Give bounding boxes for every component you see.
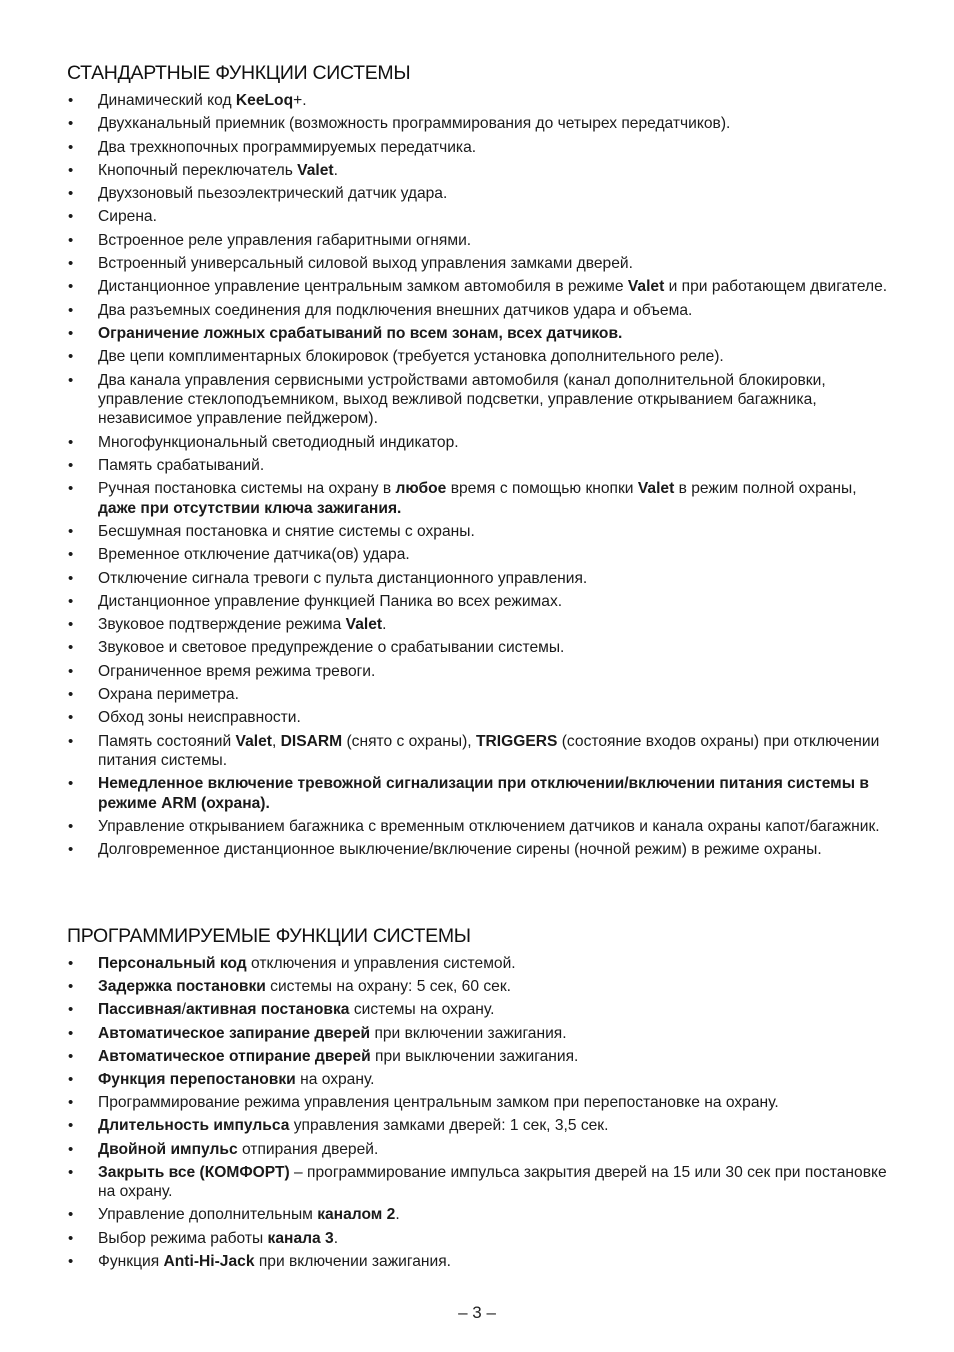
bullet-icon: • — [68, 161, 74, 179]
bold-text: Функция перепостановки — [98, 1071, 296, 1089]
item-text: Кнопочный переключатель — [98, 161, 298, 179]
bold-text: Anti-Hi-Jack — [163, 1252, 255, 1270]
bullet-icon: • — [68, 185, 74, 203]
list-item — [67, 1229, 897, 1248]
item-text: Ручная постановка системы на охрану в — [98, 480, 396, 498]
bold-text: Valet — [627, 278, 665, 296]
item-text: Управление открыванием багажника с временным отключением датчиков и канала охраны капот/багажник. — [98, 818, 880, 836]
list-item — [67, 254, 897, 273]
item-text: Звуковое подтверждение режима — [98, 616, 346, 634]
bullet-icon: • — [68, 1163, 74, 1181]
item-text: Программирование режима управления центральным замком при перепостановке на охрану. — [98, 1094, 779, 1112]
item-text: Память срабатываний. — [98, 456, 265, 474]
list-item — [67, 1093, 897, 1112]
bold-text: Двойной импульс — [98, 1140, 238, 1158]
bullet-icon: • — [68, 115, 74, 133]
list-item — [67, 638, 897, 657]
item-text: / — [181, 1001, 186, 1019]
bold-text: Valet — [297, 161, 334, 179]
bullet-icon: • — [68, 1229, 74, 1247]
bold-text: даже при отсутствии ключа зажигания. — [98, 499, 402, 517]
list-item — [67, 277, 897, 296]
item-text: Дистанционное управление функцией Паника во всех режимах. — [98, 592, 563, 610]
item-text: на охрану. — [295, 1071, 375, 1089]
bold-text: Valet — [235, 732, 272, 750]
list-item — [67, 569, 897, 588]
bullet-icon: • — [68, 818, 74, 836]
list-item — [67, 1116, 897, 1135]
list-item — [67, 1163, 897, 1202]
item-text: Две цепи комплиментарных блокировок (требуется установка дополнительного реле). — [98, 348, 724, 366]
bullet-icon: • — [68, 1024, 74, 1042]
list-item — [67, 1024, 897, 1043]
bold-text: Ограничение ложных срабатываний по всем зонам, всех датчиков. — [98, 324, 623, 342]
bullet-icon: • — [68, 324, 74, 342]
item-text: отключения и управления системой. — [246, 955, 516, 972]
bold-text: Автоматическое запирание дверей — [98, 1024, 371, 1042]
bullet-icon: • — [68, 616, 74, 634]
list-item — [67, 732, 897, 771]
bold-text: Закрыть все (КОМФОРТ) — [98, 1163, 290, 1181]
bold-text: Немедленное включение тревожной сигнализации при отключении/включении питания системы в режиме ARM (охрана). — [98, 775, 869, 812]
list-item — [67, 371, 897, 429]
list-item — [67, 1000, 897, 1019]
list-item — [67, 1140, 897, 1159]
item-text: Динамический код — [98, 92, 236, 109]
bullet-icon: • — [68, 1252, 74, 1270]
bullet-icon: • — [68, 301, 74, 319]
item-text: при выключении зажигания. — [370, 1047, 579, 1065]
bullet-icon: • — [68, 841, 74, 859]
bold-text: канала 3 — [267, 1229, 334, 1247]
list-item — [67, 708, 897, 727]
item-text: Два трехкнопочных программируемых передатчика. — [98, 138, 477, 156]
bullet-icon: • — [68, 709, 74, 727]
list-item — [67, 954, 897, 973]
item-text: отпирания дверей. — [237, 1140, 379, 1158]
item-text: . — [395, 1206, 400, 1224]
list-item — [67, 301, 897, 320]
list-item — [67, 91, 897, 110]
bullet-icon: • — [68, 978, 74, 996]
bullet-icon: • — [68, 138, 74, 156]
list-item — [67, 347, 897, 366]
item-text: системы на охрану: 5 сек, 60 сек. — [265, 978, 511, 996]
bullet-icon: • — [68, 662, 74, 680]
item-text: Охрана периметра. — [98, 686, 239, 704]
item-text: Двухзоновый пьезоэлектрический датчик удара. — [98, 185, 448, 203]
list-item — [67, 1205, 897, 1224]
list-item — [67, 456, 897, 475]
bullet-list — [67, 91, 897, 860]
programmable-functions-section — [67, 925, 897, 1275]
item-text: Временное отключение датчика(ов) удара. — [98, 546, 410, 564]
item-text: Два канала управления сервисными устройствами автомобиля (канал дополнительной блокировки, управление стеклоподъемником, выход вежливой подсветки, управление открыванием багажника, независимое управление пейджером). — [98, 371, 826, 428]
bullet-icon: • — [68, 255, 74, 273]
item-text: (состояние входов охраны) при отключении питания системы. — [98, 732, 880, 770]
list-item — [67, 231, 897, 250]
item-text: Выбор режима работы — [98, 1229, 268, 1247]
item-text: при включении зажигания. — [254, 1252, 451, 1270]
bullet-icon: • — [68, 480, 74, 498]
item-text: – программирование импульса закрытия дверей на 15 или 30 сек при постановке на охрану. — [98, 1163, 887, 1201]
list-item — [67, 324, 897, 343]
list-item — [67, 662, 897, 681]
bullet-icon: • — [68, 1094, 74, 1112]
bold-text: Персональный код — [98, 955, 247, 972]
list-item — [67, 114, 897, 133]
bullet-icon: • — [68, 686, 74, 704]
bullet-icon: • — [68, 569, 74, 587]
item-text: Встроенный универсальный силовой выход управления замками дверей. — [98, 255, 633, 273]
bullet-icon: • — [68, 639, 74, 657]
list-item — [67, 479, 897, 518]
bold-text: Пассивная — [98, 1001, 182, 1019]
list-item — [67, 977, 897, 996]
item-text: управления замками дверей: 1 сек, 3,5 сек. — [289, 1117, 609, 1135]
section-title: ПРОГРАММИРУЕМЫЕ ФУНКЦИИ СИСТЕМЫ — [67, 925, 471, 947]
bold-text: любое — [395, 480, 447, 498]
list-item — [67, 1070, 897, 1089]
bold-text: TRIGGERS — [475, 732, 558, 750]
item-text: Ограниченное время режима тревоги. — [98, 662, 376, 680]
item-text: , — [271, 732, 281, 750]
bold-text: Автоматическое отпирание дверей — [98, 1047, 371, 1065]
list-item — [67, 207, 897, 226]
list-item — [67, 840, 897, 859]
item-text: в режим полной охраны, — [674, 480, 857, 498]
item-text: при включении зажигания. — [370, 1024, 567, 1042]
item-text: Функция — [98, 1252, 164, 1270]
list-item — [67, 184, 897, 203]
standard-functions-section — [67, 62, 897, 864]
item-text: Дистанционное управление центральным замком автомобиля в режиме — [98, 278, 628, 296]
item-text: Сирена. — [98, 208, 157, 226]
bullet-icon: • — [68, 592, 74, 610]
bullet-icon: • — [68, 1001, 74, 1019]
bullet-icon: • — [68, 1117, 74, 1135]
bullet-icon: • — [68, 371, 74, 389]
item-text: Отключение сигнала тревоги с пульта дистанционного управления. — [98, 569, 588, 587]
item-text: . — [333, 1229, 339, 1247]
item-text: системы на охрану. — [349, 1001, 495, 1019]
bullet-icon: • — [68, 208, 74, 226]
item-text: . — [333, 161, 338, 179]
list-item — [67, 592, 897, 611]
item-text: Долговременное дистанционное выключение/включение сирены (ночной режим) в режиме охраны. — [98, 841, 822, 859]
bullet-icon: • — [68, 278, 74, 296]
list-item — [67, 138, 897, 157]
item-text: Двухканальный приемник (возможность программирования до четырех передатчиков). — [98, 115, 731, 133]
list-item — [67, 1252, 897, 1271]
bullet-icon: • — [68, 1140, 74, 1158]
item-text: Два разъемных соединения для подключения внешних датчиков удара и объема. — [98, 301, 693, 319]
item-text: Бесшумная постановка и снятие системы с охраны. — [98, 522, 475, 540]
item-text: и при работающем двигателе. — [664, 278, 888, 296]
bullet-icon: • — [68, 522, 74, 540]
bold-text: DISARM — [280, 732, 343, 750]
item-text: Звуковое и световое предупреждение о срабатывании системы. — [98, 639, 565, 657]
list-item — [67, 522, 897, 541]
list-item — [67, 615, 897, 634]
bold-text: Valet — [345, 616, 383, 634]
bold-text: Valet — [637, 480, 675, 498]
item-text: (снято с охраны), — [342, 732, 476, 750]
bullet-icon: • — [68, 732, 74, 750]
list-item — [67, 1047, 897, 1066]
item-text: Управление дополнительным — [98, 1206, 318, 1224]
bullet-icon: • — [68, 546, 74, 564]
bullet-icon: • — [68, 92, 74, 109]
item-text: Встроенное реле управления габаритными огнями. — [98, 231, 472, 249]
item-text: Многофункциональный светодиодный индикатор. — [98, 433, 459, 451]
section-title: СТАНДАРТНЫЕ ФУНКЦИИ СИСТЕМЫ — [67, 62, 411, 84]
item-text: время с помощью кнопки — [446, 480, 638, 498]
item-text: +. — [293, 92, 307, 109]
list-item — [67, 433, 897, 452]
page-number: – 3 – — [458, 1303, 496, 1322]
bullet-icon: • — [68, 231, 74, 249]
item-text: . — [382, 616, 387, 634]
bullet-icon: • — [68, 1071, 74, 1089]
list-item — [67, 161, 897, 180]
bullet-icon: • — [68, 1206, 74, 1224]
bold-text: каналом 2 — [317, 1206, 396, 1224]
bold-text: KeeLoq — [235, 92, 294, 109]
bullet-icon: • — [68, 456, 74, 474]
item-text: Память состояний — [98, 732, 236, 750]
list-item — [67, 817, 897, 836]
item-text: Обход зоны неисправности. — [98, 709, 301, 727]
bullet-icon: • — [68, 348, 74, 366]
list-item — [67, 545, 897, 564]
bold-text: Длительность импульса — [98, 1117, 290, 1135]
list-item — [67, 774, 897, 813]
bullet-icon: • — [68, 1047, 74, 1065]
bold-text: активная постановка — [185, 1001, 350, 1019]
bold-text: Задержка постановки — [98, 978, 266, 996]
bullet-list — [67, 954, 897, 1271]
bullet-icon: • — [68, 955, 74, 972]
list-item — [67, 685, 897, 704]
bullet-icon: • — [68, 433, 74, 451]
bullet-icon: • — [68, 775, 74, 793]
